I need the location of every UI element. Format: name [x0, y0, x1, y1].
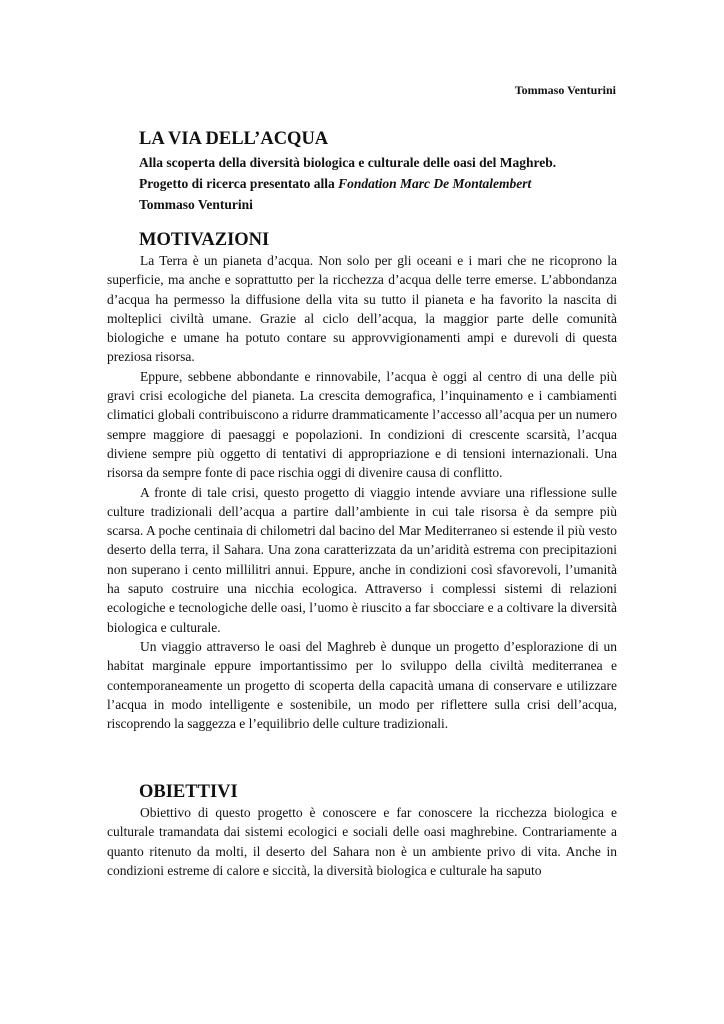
section-obiettivi: [107, 781, 617, 880]
project-foundation: Fondation Marc De Montalembert: [338, 176, 532, 191]
section-heading-obiettivi: OBIETTIVI: [139, 782, 238, 802]
project-line: [139, 173, 639, 194]
title-block: [139, 128, 639, 215]
document-title: LA VIA DELL’ACQUA: [139, 129, 329, 149]
section-motivazioni: [107, 229, 617, 733]
paragraph: Obiettivo di questo progetto è conoscere e far conoscere la ricchezza biologica e culturale tramandata dai sistemi ecologici e sociali delle oasi maghrebine. Contrariamente a quanto ritenuto da molti, il deserto del Sahara non è un ambiente privo di vita. Anche in condizioni estreme di calore e siccità, la diversità biologica e culturale ha saputo: [107, 805, 617, 878]
paragraph: Un viaggio attraverso le oasi del Maghreb è dunque un progetto d’esplorazione di un habitat marginale eppure importantissimo per lo sviluppo della civiltà mediterranea e contemporaneamente un progetto di scoperta della capacità umana di conservare e utilizzare l’acqua in modo intelligente e sostenibile, un modo per riflettere sulla crisi dell’acqua, riscoprendo la saggezza e l’equilibrio delle culture tradizionali.: [107, 638, 617, 732]
paragraph: La Terra è un pianeta d’acqua. Non solo per gli oceani e i mari che ne ricoprono la superficie, ma anche e soprattutto per la ricchezza d’acqua delle terre emerse. L’abbondanza d’acqua ha permesso la diffusione della vita su tutto il pianeta e ha favorito la nascita di molteplici civiltà umane. Grazie al ciclo dell’acqua, la maggior parte delle comunità biologiche e umane ha potuto contare su approvvigionamenti ampi e durevoli di questa preziosa risorsa.: [107, 253, 617, 365]
title-author: Tommaso Venturini: [139, 197, 253, 212]
paragraph: Eppure, sebbene abbondante e rinnovabile, l’acqua è oggi al centro di una delle più gravi crisi ecologiche del pianeta. La crescita demografica, l’inquinamento e i cambiamenti climatici globali contribuiscono a ridurre drammaticamente l’accesso all’acqua per un numero sempre maggiore di paesaggi e popolazioni. In condizioni di crescente scarsità, l’acqua diviene sempre più oggetto di tentativi di appropriazione e di tensioni internazionali. Una risorsa da sempre fonte di pace rischia oggi di divenire causa di conflitto.: [107, 368, 617, 481]
section-heading-motivazioni: MOTIVAZIONI: [139, 230, 270, 250]
header-author: Tommaso Venturini: [514, 83, 616, 97]
document-subtitle: Alla scoperta della diversità biologica e culturale delle oasi del Maghreb.: [139, 155, 557, 170]
project-prefix: Progetto di ricerca presentato alla: [139, 176, 339, 191]
paragraph: A fronte di tale crisi, questo progetto di viaggio intende avviare una riflessione sulle culture tradizionali dell’acqua a partire dall’ambiente in cui tale risorsa è da sempre più scarsa. A poche centinaia di chilometri dal bacino del Mar Mediterraneo si estende il più vesto deserto della terra, il Sahara. Una zona caratterizzata da un’aridità estrema con precipitazioni non superano i cento millilitri annui. Eppure, anche in condizioni così sfavorevoli, l’umanità ha saputo costruire una nicchia ecologica. Attraverso i complessi sistemi di relazioni ecologiche e tecnologiche delle oasi, l’uomo è riuscito a far sbocciare e a coltivare la diversità biologica e culturale.: [107, 484, 617, 635]
